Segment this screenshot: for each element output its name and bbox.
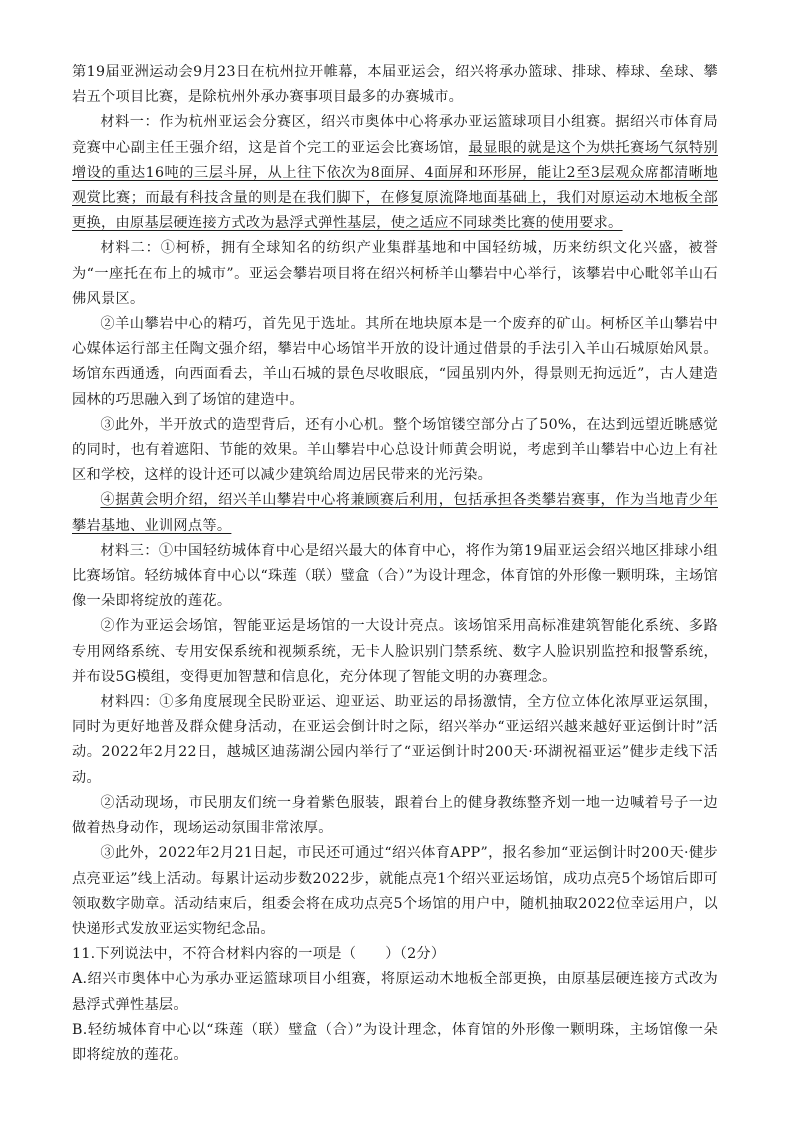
material-four-paragraph-2: ②活动现场，市民朋友们统一身着紫色服装，跟着台上的健身教练整齐划一地一边喊着号子一边做着热身动作，现场运动氛围非常浓厚。 bbox=[72, 794, 718, 837]
material-one-paragraph bbox=[72, 110, 718, 236]
option-b: B.轻纺城体育中心以“珠莲（联）璧盒（合）”为设计理念，体育馆的外形像一颗明珠，主场馆像一朵即将绽放的莲花。 bbox=[72, 1021, 718, 1063]
material-two-paragraph-2: ②羊山攀岩中心的精巧，首先见于选址。其所在地块原本是一个废弃的矿山。柯桥区羊山攀岩中心媒体运行部主任陶文强介绍，攀岩中心场馆半开放的设计通过借景的手法引入羊山石城原始风景。场馆东西通透，向西面看去，羊山石城的景色尽收眼底，“园虽别内外，得景则无拘远近”，古人建造园林的巧思融入到了场馆的建造中。 bbox=[72, 316, 718, 408]
material-two-paragraph-3: ③此外，半开放式的造型背后，还有小心机。整个场馆镂空部分占了50%，在达到远望近眺感觉的同时，也有着遮阳、节能的效果。羊山攀岩中心总设计师黄会明说，考虑到羊山攀岩中心边上有社区和学校，这样的设计还可以减少建筑给周边居民带来的光污染。 bbox=[72, 416, 718, 484]
document-page bbox=[72, 60, 718, 1068]
material-four-paragraph-3: ③此外，2022年2月21日起，市民还可通过“绍兴体育APP”，报名参加“亚运倒计时200天·健步点亮亚运”线上活动。每累计运动步数2022步，就能点亮1个绍兴亚运场馆，成功点亮5个场馆后即可领取数字勋章。活动结束后，组委会将在成功点亮5个场馆的用户中，随机抽取2022位幸运用户，以快递形式发放亚运实物纪念品。 bbox=[72, 845, 718, 937]
material-three-paragraph-2: ②作为亚运会场馆，智能亚运是场馆的一大设计亮点。该场馆采用高标准建筑智能化系统、多路专用网络系统、专用安保系统和视频系统，无卡人脸识别门禁系统、数字人脸识别监控和报警系统，并布设5G模组，变得更加智慧和信息化，充分体现了智能文明的办赛理念。 bbox=[72, 618, 718, 685]
material-two-paragraph-1: 材料二：①柯桥，拥有全球知名的纺织产业集群基地和中国轻纺城，历来纺织文化兴盛，被誉为“一座托在布上的城市”。亚运会攀岩项目将在绍兴柯桥羊山攀岩中心举行，该攀岩中心毗邻羊山石佛风景区。 bbox=[72, 240, 718, 307]
intro-paragraph: 第19届亚洲运动会9月23日在杭州拉开帷幕，本届亚运会，绍兴将承办篮球、排球、棒球、垒球、攀岩五个项目比赛，是除杭州外承办赛事项目最多的办赛城市。 bbox=[72, 64, 718, 106]
material-four-paragraph-1: 材料四：①多角度展现全民盼亚运、迎亚运、助亚运的昂扬激情，全方位立体化浓厚亚运氛围，同时为更好地普及群众健身活动，在亚运会倒计时之际，绍兴举办“亚运绍兴越来越好亚运倒计时”活动。2022年2月22日，越城区迪荡湖公园内举行了“亚运倒计时200天·环湖祝福亚运”健步走线下活动。 bbox=[72, 694, 718, 786]
option-a: A.绍兴市奥体中心为承办亚运篮球项目小组赛，将原运动木地板全部更换，由原基层硬连接方式改为悬浮式弹性基层。 bbox=[72, 971, 718, 1013]
material-three-paragraph-1: 材料三：①中国轻纺城体育中心是绍兴最大的体育中心，将作为第19届亚运会绍兴地区排球小组比赛场馆。轻纺城体育中心以“珠莲（联）璧盒（合）”为设计理念，体育馆的外形像一颗明珠，主场馆像一朵即将绽放的莲花。 bbox=[72, 542, 718, 610]
question-stem: 11.下列说法中，不符合材料内容的一项是（ ）（2分） bbox=[72, 946, 446, 963]
material-one-text: 材料一：作为杭州亚运会分赛区，绍兴市奥体中心将承办亚运篮球项目小组赛。据绍兴市体育局竞赛中心副主任王强介绍，这是首个完工的亚运会比赛场馆， bbox=[72, 114, 718, 156]
material-one-underlined-text: 最显眼的就是这个为烘托赛场气氛特别增设的重达16吨的三层斗屏，从上往下依次为8面屏、4面屏和环形屏，能让2至3层观众席都清晰地观赏比赛；而最有科技含量的则是在我们脚下，在修复原流降地面基础上，我们对原运动木地板全部更换，由原基层硬连接方式改为悬浮式弹性基层，使之适应不同球类比赛的使用要求。 bbox=[72, 139, 718, 232]
material-two-underlined-text: ④据黄会明介绍，绍兴羊山攀岩中心将兼顾赛后利用，包括承担各类攀岩赛事，作为当地青少年攀岩基地、业训网点等。 bbox=[72, 492, 718, 534]
material-two-paragraph-4 bbox=[72, 488, 718, 538]
